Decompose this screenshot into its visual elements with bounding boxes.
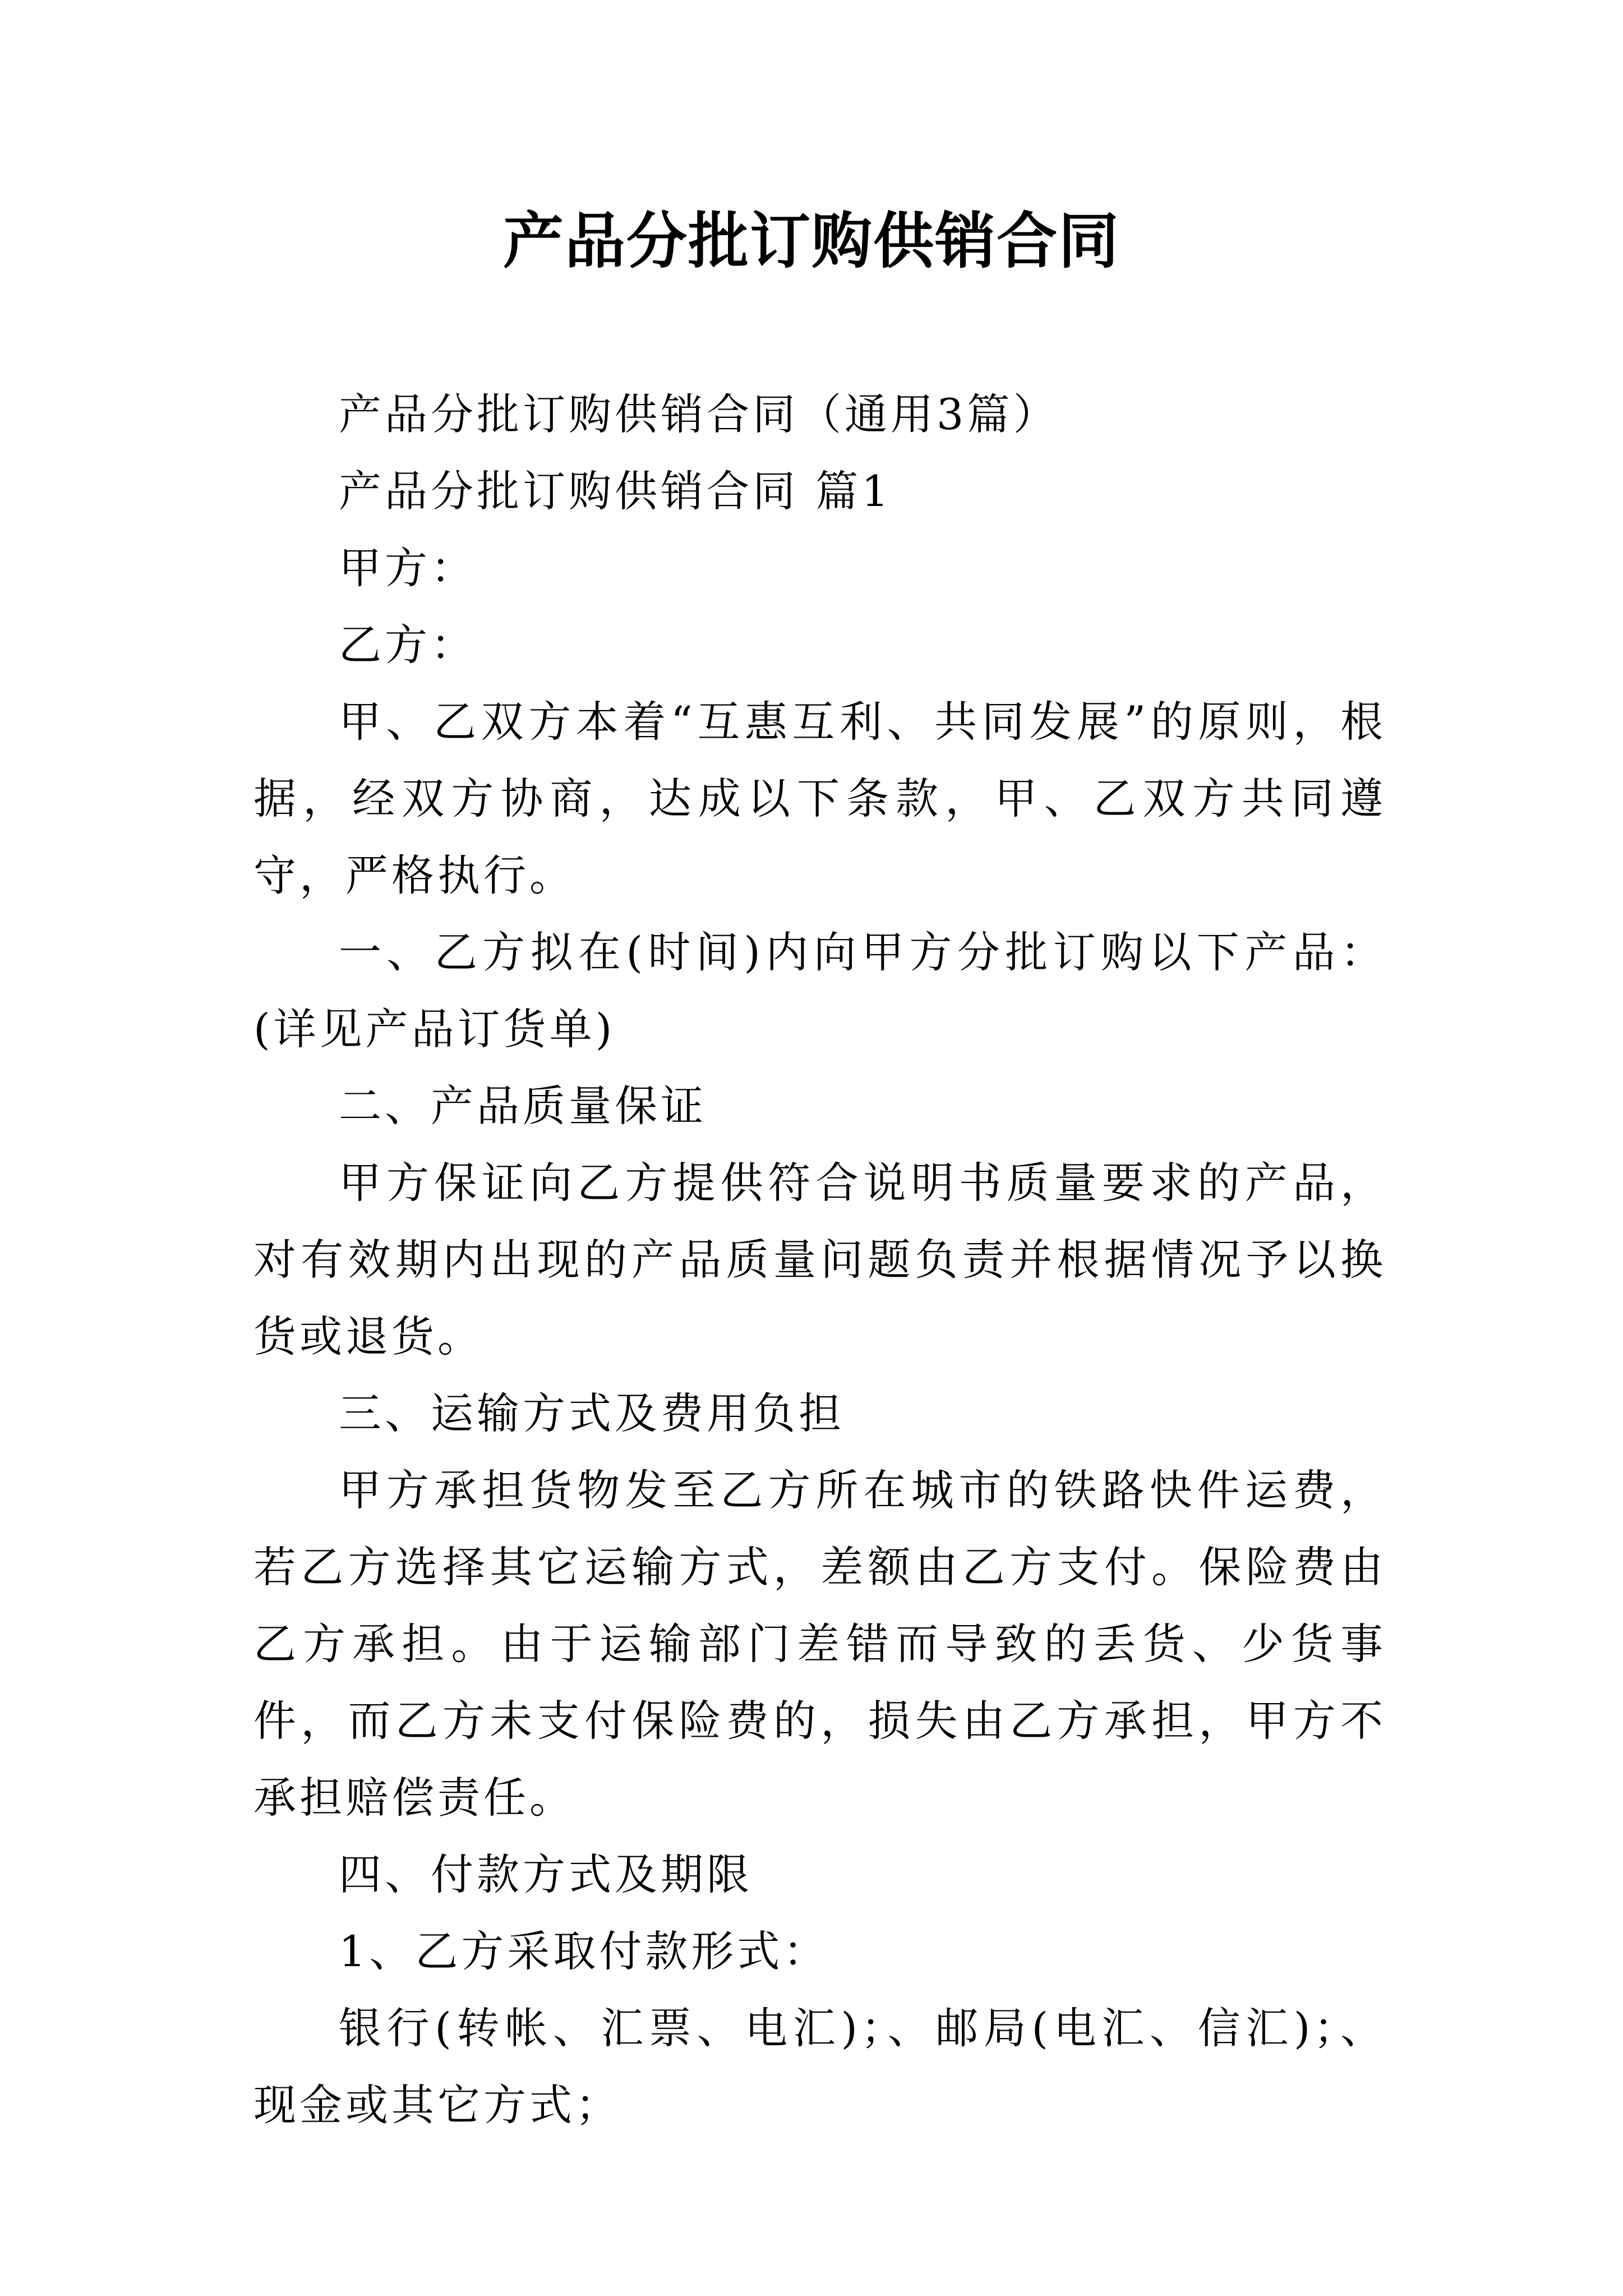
paragraph-clause-4-item-1: 1、乙方采取付款形式： bbox=[339, 1926, 829, 1976]
paragraph-clause-4-heading: 四、付款方式及期限 bbox=[339, 1849, 753, 1899]
paragraph-section-heading: 产品分批订购供销合同 篇1 bbox=[339, 466, 892, 516]
paragraph-party-b: 乙方： bbox=[339, 620, 477, 670]
paragraph-subtitle: 产品分批订购供销合同（通用3篇） bbox=[339, 389, 1059, 439]
paragraph-clause-2-heading: 二、产品质量保证 bbox=[339, 1081, 707, 1131]
document-body bbox=[253, 376, 1386, 2143]
paragraph-clause-1: 一、乙方拟在(时间)内向甲方分批订购以下产品：(详见产品订货单) bbox=[253, 927, 1386, 1054]
paragraph-payment-methods: 银行(转帐、汇票、电汇)；、邮局(电汇、信汇)；、现金或其它方式； bbox=[253, 2003, 1386, 2130]
document-title: 产品分批订购供销合同 bbox=[502, 206, 1120, 277]
paragraph-clause-3-body: 甲方承担货物发至乙方所在城市的铁路快件运费，若乙方选择其它运输方式，差额由乙方支付。保险费由乙方承担。由于运输部门差错而导致的丢货、少货事件，而乙方未支付保险费的，损失由乙方承担，甲方不承担赔偿责任。 bbox=[253, 1465, 1386, 1823]
paragraph-party-a: 甲方： bbox=[339, 543, 477, 593]
paragraph-clause-3-heading: 三、运输方式及费用负担 bbox=[339, 1388, 845, 1438]
paragraph-preamble: 甲、乙双方本着“互惠互利、共同发展”的原则，根据，经双方协商，达成以下条款，甲、乙双方共同遵守，严格执行。 bbox=[253, 697, 1386, 900]
paragraph-clause-2-body: 甲方保证向乙方提供符合说明书质量要求的产品，对有效期内出现的产品质量问题负责并根据情况予以换货或退货。 bbox=[253, 1158, 1386, 1361]
